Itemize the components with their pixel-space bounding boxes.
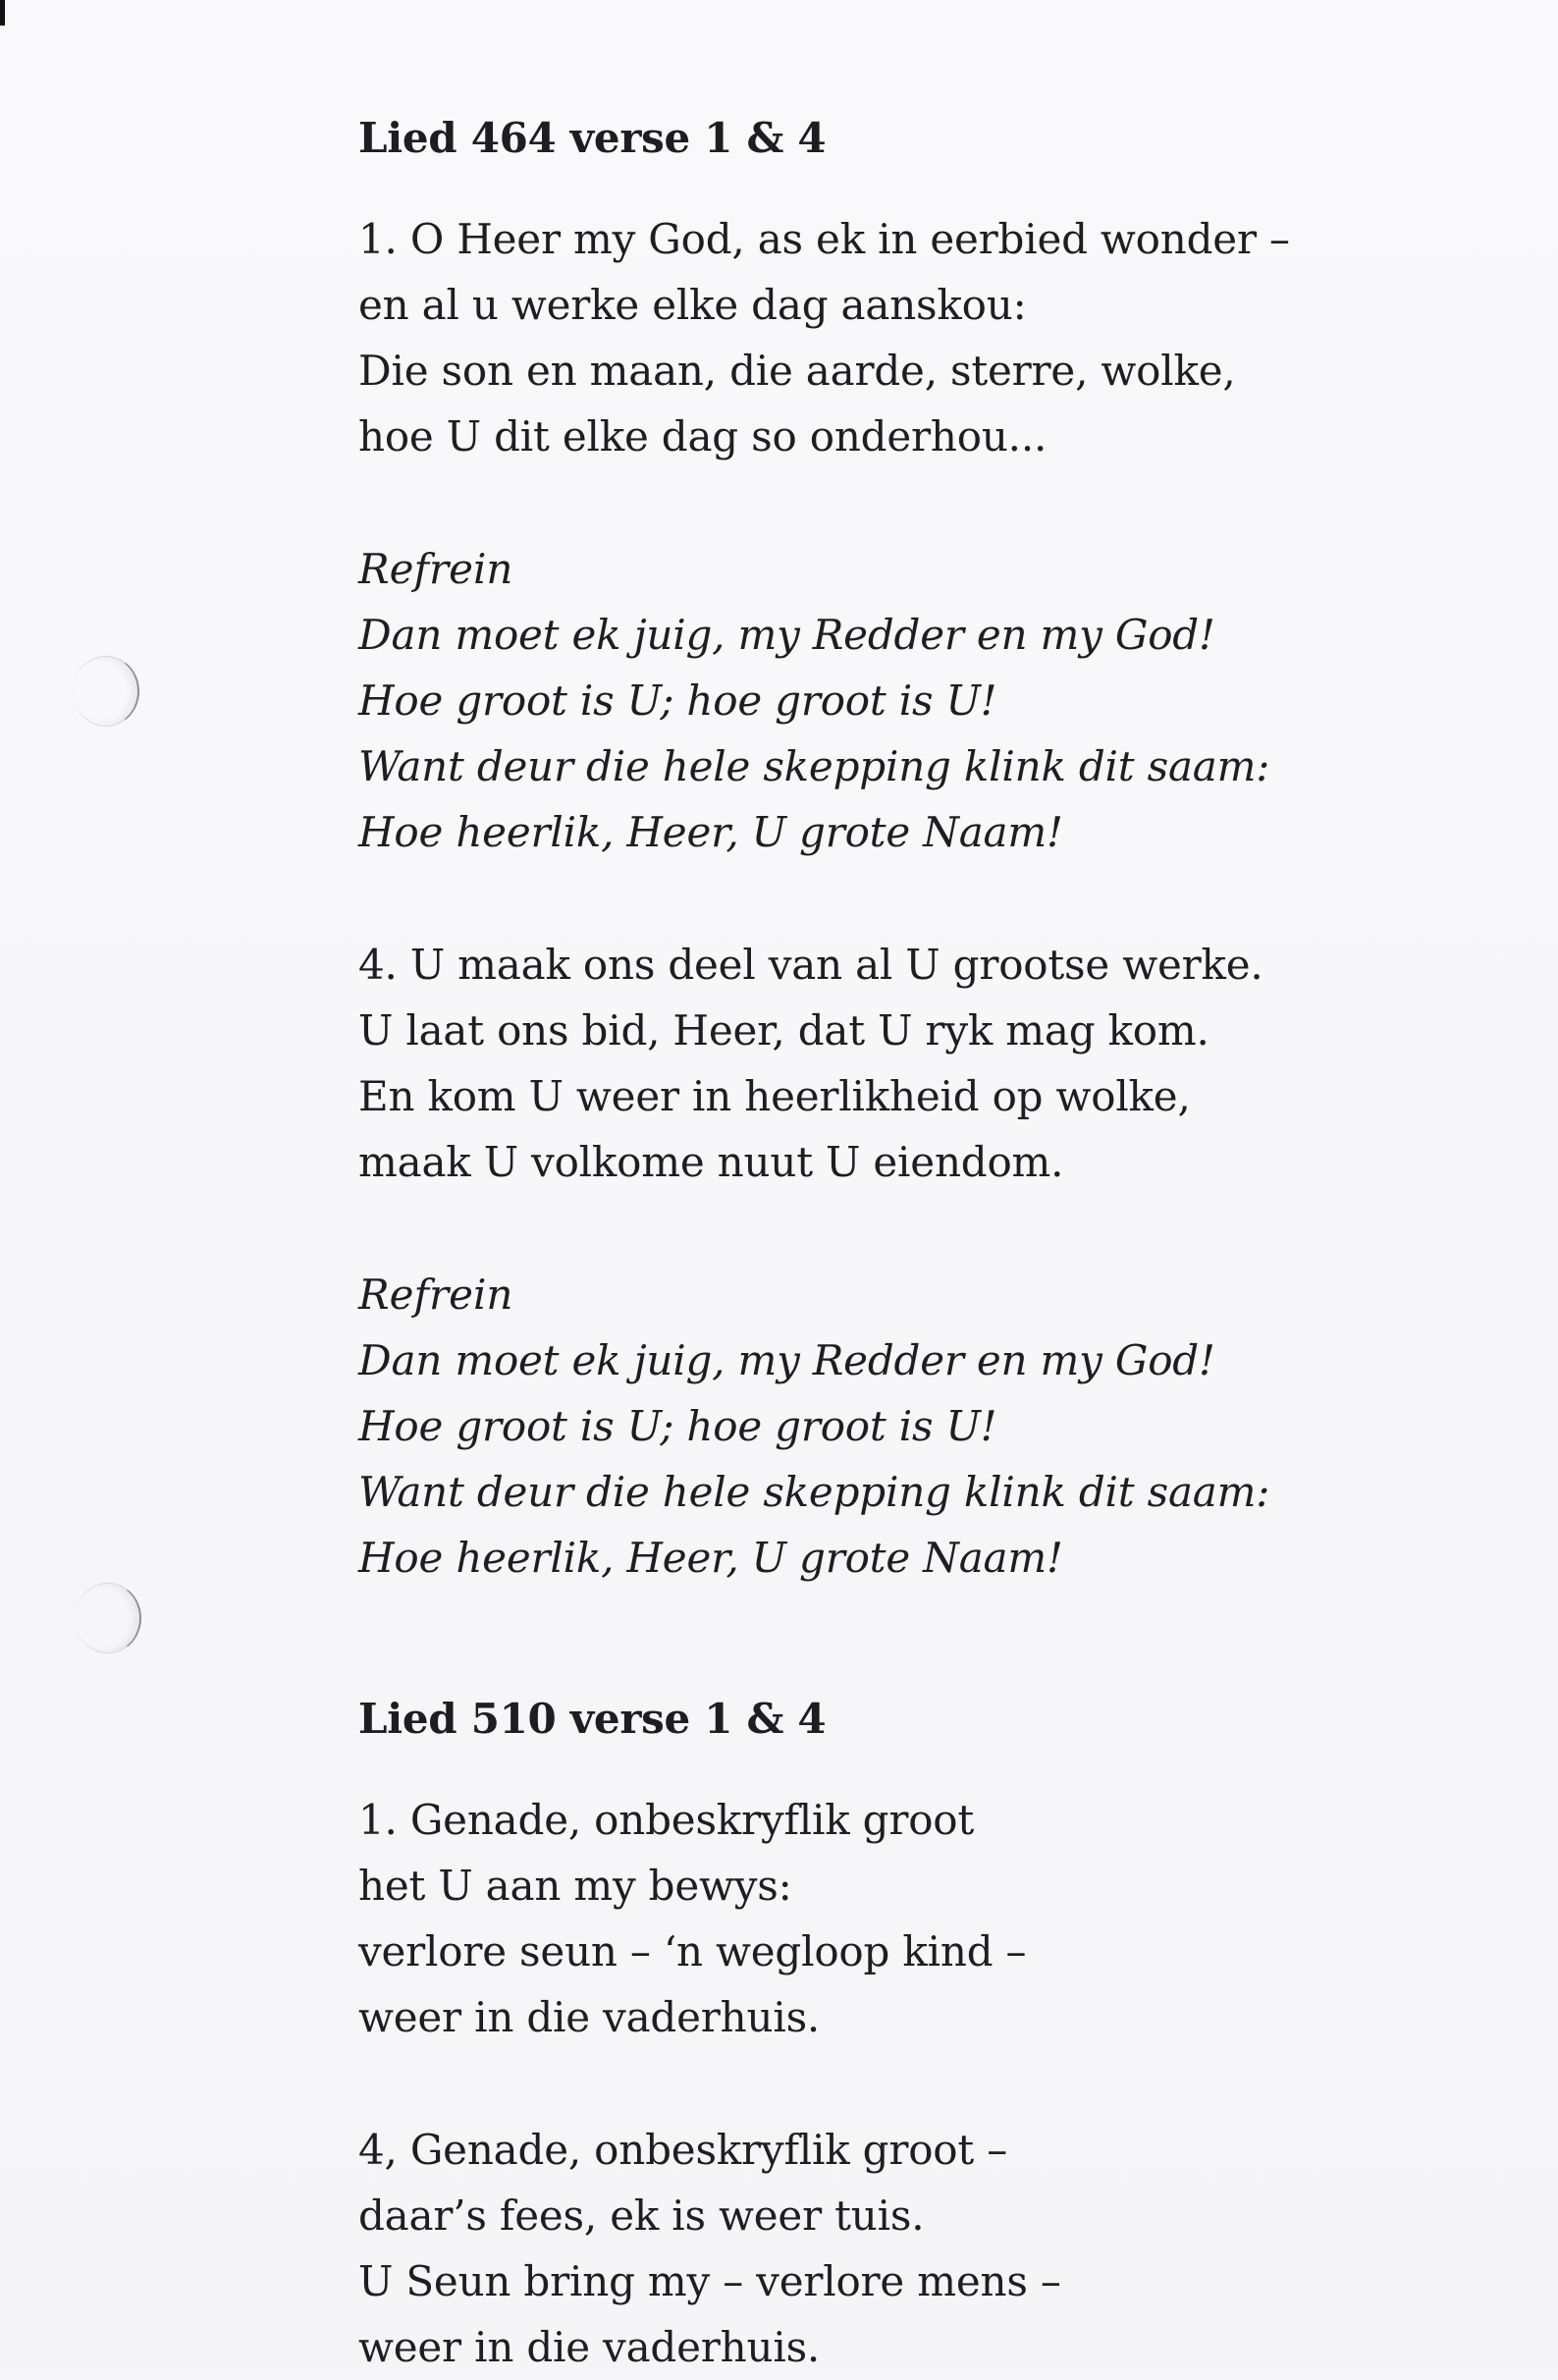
refrain-line: Want deur die hele skepping klink dit saam:	[358, 742, 1270, 790]
verse-line: weer in die vaderhuis.	[358, 1993, 821, 2041]
song-heading: Lied 464 verse 1 & 4	[358, 114, 827, 162]
punch-hole-lower	[75, 1583, 141, 1653]
verse-1	[358, 206, 1517, 469]
verse-line: maak U volkome nuut U eiendom.	[358, 1138, 1064, 1186]
verse-line: 4. U maak ons deel van al U grootse werke.	[358, 941, 1263, 989]
verse-line: En kom U weer in heerlikheid op wolke,	[358, 1072, 1191, 1120]
refrain-line: Hoe heerlik, Heer, U grote Naam!	[358, 1534, 1063, 1582]
verse-line: 1. O Heer my God, as ek in eerbied wonder –	[358, 215, 1290, 263]
hymn-text	[358, 110, 1517, 2380]
refrain-line: Want deur die hele skepping klink dit saam:	[358, 1468, 1270, 1516]
refrain-line: Dan moet ek juig, my Redder en my God!	[358, 611, 1215, 659]
refrain-label: Refrein	[358, 1271, 513, 1319]
refrain-line: Hoe heerlik, Heer, U grote Naam!	[358, 808, 1063, 856]
verse-line: hoe U dit elke dag so onderhou...	[358, 412, 1048, 460]
refrain-line: Hoe groot is U; hoe groot is U!	[358, 1402, 997, 1450]
verse-line: 4, Genade, onbeskryflik groot –	[358, 2126, 1008, 2174]
punch-hole-upper	[73, 656, 139, 727]
verse-line: U Seun bring my – verlore mens –	[358, 2257, 1061, 2305]
refrain-label: Refrein	[358, 545, 513, 593]
refrain-line: Hoe groot is U; hoe groot is U!	[358, 676, 997, 725]
verse-line: weer in die vaderhuis.	[358, 2323, 821, 2371]
verse-line: Die son en maan, die aarde, sterre, wolke,	[358, 347, 1236, 395]
verse-4	[358, 2117, 1517, 2380]
verse-line: daar’s fees, ek is weer tuis.	[358, 2191, 925, 2240]
refrain-line: Dan moet ek juig, my Redder en my God!	[358, 1336, 1215, 1384]
verse-line: het U aan my bewys:	[358, 1862, 792, 1910]
verse-line: verlore seun – ‘n wegloop kind –	[358, 1927, 1027, 1975]
verse-4	[358, 932, 1517, 1195]
refrain	[358, 536, 1517, 865]
refrain	[358, 1262, 1517, 1591]
verse-line: en al u werke elke dag aanskou:	[358, 281, 1027, 329]
verse-line: U laat ons bid, Heer, dat U ryk mag kom.	[358, 1006, 1209, 1055]
verse-line: 1. Genade, onbeskryflik groot	[358, 1796, 975, 1844]
verse-1	[358, 1787, 1517, 2050]
song-heading: Lied 510 verse 1 & 4	[358, 1695, 827, 1743]
scan-edge-mark	[0, 0, 5, 26]
